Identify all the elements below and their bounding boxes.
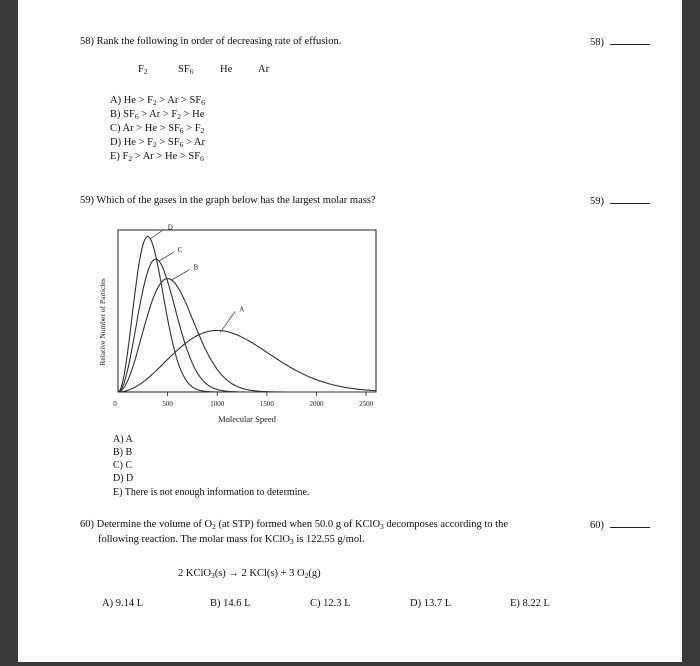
q60-question-line1: 60) Determine the volume of $O_2$ (at STP) formed when 50.0 g of KClO$_3$ decomposes according to the (80, 519, 508, 531)
q60-choice-d: D) 13.7 L (410, 598, 452, 609)
q58-choice-b: B) $SF_6 > Ar > F_2 > He$ (110, 109, 205, 121)
q58-gas-3: He (220, 64, 233, 75)
curve-A (118, 330, 376, 392)
q60-choice-c: C) 12.3 L (310, 598, 351, 609)
q58-gas-2: $SF_6$ (178, 64, 194, 76)
q58-choice-e: E) $F_2 > Ar > He > SF_6$ (110, 151, 204, 163)
plot-frame (118, 230, 376, 392)
curve-label-leader-A (220, 311, 235, 332)
q59-choice-b: B) B (113, 447, 133, 458)
worksheet-page (18, 0, 682, 662)
curve-D (118, 237, 376, 393)
x-tick-label-1000: 1000 (210, 400, 225, 408)
curve-label-leader-B (171, 270, 190, 281)
q59-choice-c: C) C (113, 460, 133, 471)
curve-label-leader-C (159, 252, 174, 261)
x-tick-label-0: 0 (113, 400, 117, 408)
q60-number: 60) (590, 520, 604, 531)
curve-C (118, 259, 376, 392)
y-axis-label: Relative Number of Particles (98, 278, 107, 366)
x-tick-label-2500: 2500 (359, 400, 374, 408)
x-tick-label-2000: 2000 (309, 400, 324, 408)
q59-choice-a: A) A (113, 434, 133, 445)
q60-question-line2: following reaction. The molar mass for KClO$_3$ is 122.55 g/mol. (98, 534, 365, 546)
curve-label-D: D (167, 223, 173, 232)
q58-answer-blank[interactable] (590, 35, 650, 49)
q58-gas-4: Ar (258, 64, 270, 75)
q60-choice-e: E) 8.22 L (510, 598, 550, 609)
q58-question: 58) Rank the following in order of decreasing rate of effusion. (80, 36, 342, 47)
q60-equation: 2 KClO$_3$(s) → 2 KCl(s) + 3 $O_2(g)$ (178, 568, 321, 580)
curve-B (118, 279, 376, 392)
q60-choice-b: B) 14.6 L (210, 598, 251, 609)
q59-answer-blank[interactable] (590, 194, 650, 208)
curve-label-leader-D (151, 229, 164, 238)
q60-choice-a: A) 9.14 L (102, 598, 144, 609)
x-tick-label-1500: 1500 (259, 400, 274, 408)
curve-label-C: C (177, 246, 183, 255)
x-axis-label: Molecular Speed (218, 414, 276, 424)
q58-gas-1: $F_2$ (138, 64, 148, 76)
q58-choice-c: C) $Ar > He > SF_6 > F_2$ (110, 123, 205, 135)
q60-answer-blank[interactable] (590, 518, 650, 532)
x-tick-label-500: 500 (162, 400, 173, 408)
curve-label-B: B (193, 263, 199, 272)
q58-choice-a: A) $He > F_2 > Ar > SF_6$ (110, 95, 205, 107)
q59-choice-d: D) D (113, 473, 134, 484)
q59-question: 59) Which of the gases in the graph below has the largest molar mass? (80, 195, 376, 206)
q58-choice-d: D) $He > F_2 > SF_6 > Ar$ (110, 137, 205, 149)
curve-label-A: A (239, 305, 245, 314)
speed-distribution-chart (96, 222, 396, 432)
q58-number: 58) (590, 37, 604, 48)
q59-choice-e: E) There is not enough information to determine. (113, 487, 310, 498)
q59-number: 59) (590, 196, 604, 207)
